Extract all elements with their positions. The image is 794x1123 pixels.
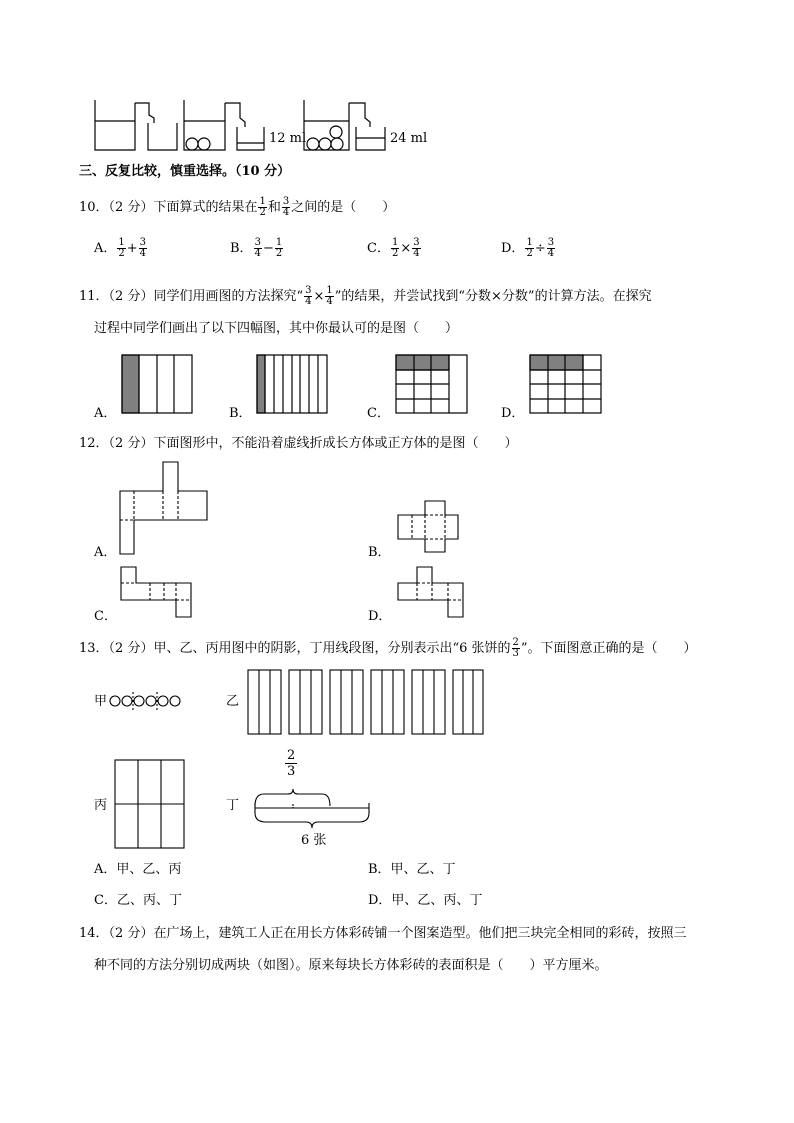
q13-option-a[interactable]: A．甲、乙、丙 <box>94 862 182 877</box>
q11-label-b[interactable]: B． <box>229 406 252 421</box>
q12-label-b[interactable]: B． <box>368 545 391 560</box>
q13-ding-fraction: 2 3 <box>287 748 296 779</box>
q10-option-b[interactable]: B． $\frac{3}{4}$ − $\frac{1}{2}$ <box>230 237 283 259</box>
q13-label-yi: 乙 <box>226 694 240 709</box>
q10-stem: 10．（2 分）下面算式的结果在 $\frac{1}{2}$ 和 $\frac{3}{4}$ 之间的是（ ） <box>79 196 396 218</box>
q13-ding-total: 6 张 <box>301 833 327 848</box>
q12-label-c[interactable]: C． <box>94 609 117 624</box>
q13-option-c[interactable]: C．乙、丙、丁 <box>94 893 182 908</box>
q10-option-a[interactable]: A． $\frac{1}{2}$ + $\frac{3}{4}$ <box>94 237 147 259</box>
q10-option-c[interactable]: C． $\frac{1}{2}$ × $\frac{3}{4}$ <box>367 237 420 259</box>
q14-stem-line2: 种不同的方法分别切成两块（如图）。原来每块长方体彩砖的表面积是（ ）平方厘米。 <box>94 958 608 973</box>
q14-stem: 14．（2 分）在广场上，建筑工人正在用长方体彩砖铺一个图案造型。他们把三块完全相同的彩砖，按照三 <box>79 926 687 941</box>
q11-label-c[interactable]: C． <box>367 406 390 421</box>
q13-label-jia: 甲 <box>94 694 108 709</box>
q11-label-a[interactable]: A． <box>94 406 117 421</box>
beaker-label-12: 12 ml <box>269 131 307 146</box>
q11-label-d[interactable]: D． <box>501 406 525 421</box>
q13-label-bing: 丙 <box>94 798 108 813</box>
q13-option-b[interactable]: B．甲、乙、丁 <box>368 862 456 877</box>
beaker-label-24: 24 ml <box>390 131 428 146</box>
q12-stem: 12．（2 分）下面图形中，不能沿着虚线折成长方体或正方体的是图（ ） <box>79 436 518 451</box>
q12-label-d[interactable]: D． <box>368 609 392 624</box>
q12-label-a[interactable]: A． <box>94 545 117 560</box>
section-title: 三、反复比较，慎重选择。（10 分） <box>79 164 291 179</box>
q11-stem: 11．（2 分）同学们用画图的方法探究“ $\frac{3}{4}$ × $\frac{1}{4}$ ”的结果，并尝试找到“分数×分数”的计算方法。在探究 <box>79 285 652 307</box>
q13-label-ding: 丁 <box>226 798 240 813</box>
q10-option-d[interactable]: D． $\frac{1}{2}$ ÷ $\frac{3}{4}$ <box>501 237 555 259</box>
q11-stem-line2: 过程中同学们画出了以下四幅图，其中你最认可的是图（ ） <box>94 321 459 336</box>
q13-stem: 13．（2 分）甲、乙、丙用图中的阴影，丁用线段图，分别表示出“6 张饼的 $\frac{2}{3}$ ”。下面图意正确的是（ ） <box>79 637 697 659</box>
q13-option-d[interactable]: D．甲、乙、丙、丁 <box>368 893 483 908</box>
